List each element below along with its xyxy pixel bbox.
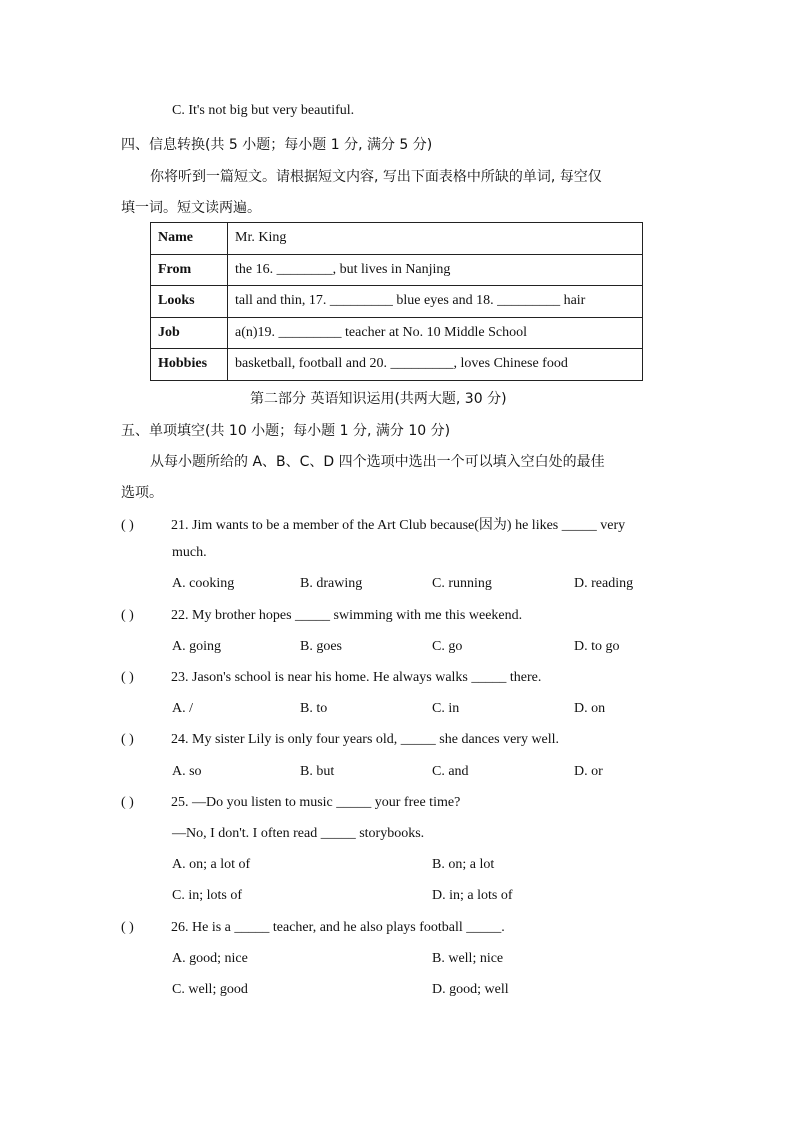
option-c[interactable]: C. go	[432, 639, 463, 654]
question-stem: 25. —Do you listen to music _____ your free time?	[171, 795, 461, 810]
section4-heading: 四、信息转换(共 5 小题；每小题 1 分, 满分 5 分)	[121, 137, 433, 153]
option-b[interactable]: B. on; a lot	[432, 857, 495, 872]
option-b[interactable]: B. goes	[300, 639, 342, 654]
answer-blank[interactable]: ( )	[121, 795, 134, 810]
question-stem: 23. Jason's school is near his home. He always walks _____ there.	[171, 670, 542, 685]
question-stem-continued: much.	[172, 545, 207, 560]
table-row	[151, 317, 643, 349]
option-a[interactable]: A. /	[172, 701, 193, 716]
question-stem: 26. He is a _____ teacher, and he also plays football _____.	[171, 920, 505, 935]
part2-heading: 第二部分 英语知识运用(共两大题, 30 分)	[250, 391, 507, 407]
table-value: Mr. King	[228, 223, 643, 255]
option-d[interactable]: D. good; well	[432, 982, 509, 997]
option-d[interactable]: D. to go	[574, 639, 620, 654]
answer-blank[interactable]: ( )	[121, 608, 134, 623]
option-c[interactable]: C. in	[432, 701, 460, 716]
option-a[interactable]: A. going	[172, 639, 221, 654]
question-24	[121, 732, 559, 748]
answer-blank[interactable]: ( )	[121, 920, 134, 935]
section4-instruction-line1: 你将听到一篇短文。请根据短文内容, 写出下面表格中所缺的单词, 每空仅	[150, 169, 602, 185]
table-value: basketball, football and 20. _________, loves Chinese food	[228, 349, 643, 381]
table-row	[151, 349, 643, 381]
answer-blank[interactable]: ( )	[121, 518, 134, 533]
table-key: Name	[151, 223, 228, 255]
table-key: From	[151, 254, 228, 286]
question-stem: 22. My brother hopes _____ swimming with me this weekend.	[171, 608, 523, 623]
option-b[interactable]: B. to	[300, 701, 328, 716]
option-c[interactable]: C. in; lots of	[172, 888, 243, 903]
question-25	[121, 795, 460, 811]
table-row	[151, 223, 643, 255]
table-key: Hobbies	[151, 349, 228, 381]
question-23	[121, 670, 541, 686]
option-b[interactable]: B. well; nice	[432, 951, 504, 966]
question-stem: 24. My sister Lily is only four years old, _____ she dances very well.	[171, 732, 560, 747]
option-a[interactable]: A. on; a lot of	[172, 857, 251, 872]
option-c[interactable]: C. and	[432, 764, 469, 779]
prev-option-c: C. It's not big but very beautiful.	[172, 103, 355, 118]
info-table	[150, 222, 643, 381]
option-d[interactable]: D. or	[574, 764, 603, 779]
table-value: the 16. ________, but lives in Nanjing	[228, 254, 643, 286]
option-c[interactable]: C. running	[432, 576, 492, 591]
table-row	[151, 254, 643, 286]
table-value: a(n)19. _________ teacher at No. 10 Middle School	[228, 317, 643, 349]
option-d[interactable]: D. reading	[574, 576, 634, 591]
option-b[interactable]: B. but	[300, 764, 335, 779]
option-d[interactable]: D. on	[574, 701, 606, 716]
option-a[interactable]: A. cooking	[172, 576, 235, 591]
question-22	[121, 608, 522, 624]
question-stem-continued: —No, I don't. I often read _____ storybooks.	[172, 826, 425, 841]
option-d[interactable]: D. in; a lots of	[432, 888, 513, 903]
answer-blank[interactable]: ( )	[121, 670, 134, 685]
section5-instruction-line1: 从每小题所给的 A、B、C、D 四个选项中选出一个可以填入空白处的最佳	[150, 454, 605, 470]
section5-instruction-line2: 选项。	[121, 485, 163, 501]
table-key: Job	[151, 317, 228, 349]
table-value: tall and thin, 17. _________ blue eyes and 18. _________ hair	[228, 286, 643, 318]
question-26	[121, 920, 505, 936]
question-21	[121, 514, 625, 534]
option-a[interactable]: A. so	[172, 764, 202, 779]
option-a[interactable]: A. good; nice	[172, 951, 248, 966]
answer-blank[interactable]: ( )	[121, 732, 134, 747]
table-row	[151, 286, 643, 318]
option-b[interactable]: B. drawing	[300, 576, 363, 591]
table-key: Looks	[151, 286, 228, 318]
section5-heading: 五、单项填空(共 10 小题；每小题 1 分, 满分 10 分)	[121, 423, 451, 439]
option-c[interactable]: C. well; good	[172, 982, 248, 997]
question-stem: 21. Jim wants to be a member of the Art Club because(因为) he likes _____ very	[171, 518, 626, 533]
section4-instruction-line2: 填一词。短文读两遍。	[121, 200, 261, 216]
